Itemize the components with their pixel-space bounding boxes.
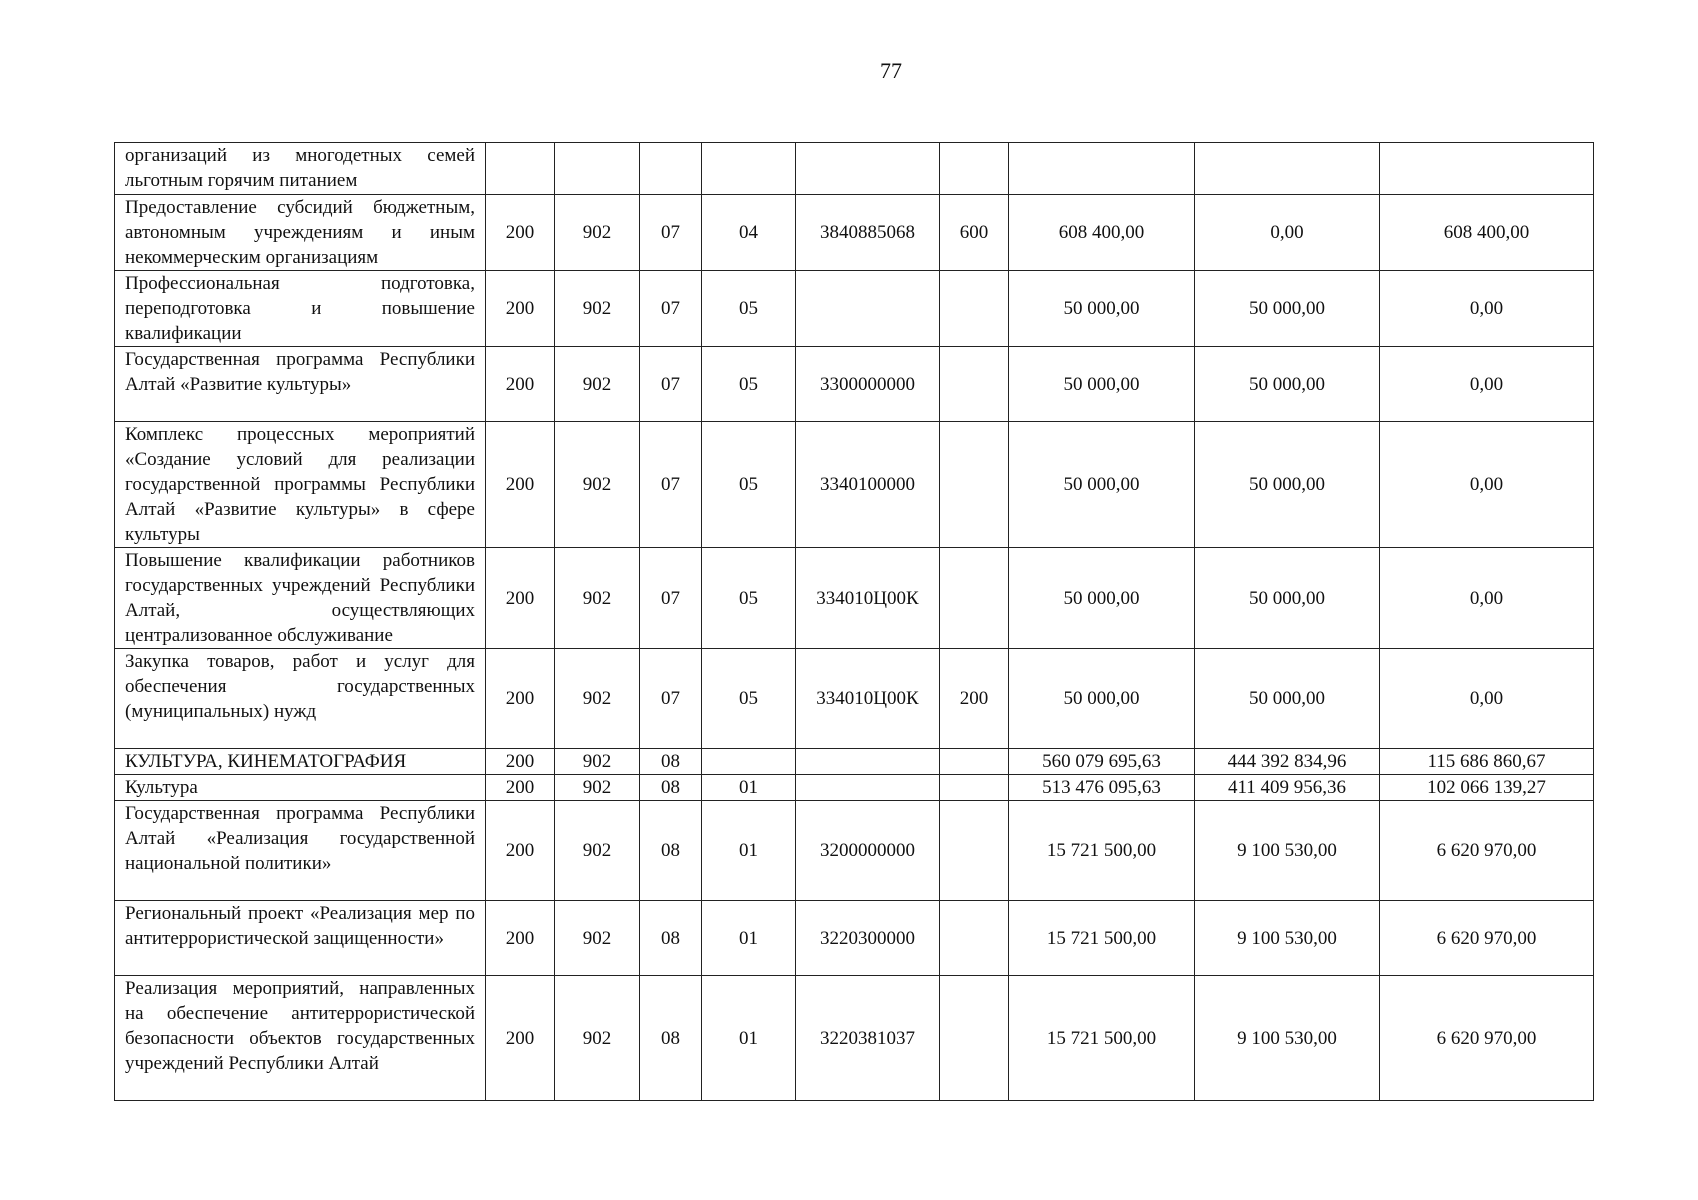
section-cell: 07 <box>640 422 702 548</box>
section-cell: 07 <box>640 195 702 271</box>
regional-amount-cell <box>1380 143 1594 195</box>
regional-amount-cell: 102 066 139,27 <box>1380 775 1594 801</box>
target-article-cell: 3840885068 <box>796 195 940 271</box>
target-article-cell <box>796 271 940 347</box>
subsection-cell: 05 <box>702 548 796 649</box>
subsection-cell: 05 <box>702 271 796 347</box>
regional-amount-cell: 0,00 <box>1380 649 1594 749</box>
expense-type-cell: 200 <box>940 649 1009 749</box>
admin-code-cell: 200 <box>486 801 555 901</box>
subsection-cell <box>702 749 796 775</box>
ministry-code-cell: 902 <box>555 801 640 901</box>
admin-code-cell: 200 <box>486 901 555 976</box>
table-row <box>115 801 1594 901</box>
expense-type-cell <box>940 901 1009 976</box>
table-row <box>115 649 1594 749</box>
total-amount-cell: 513 476 095,63 <box>1009 775 1195 801</box>
regional-amount-cell: 115 686 860,67 <box>1380 749 1594 775</box>
row-name-cell: Реализация мероприятий, направленных на обеспечение антитеррористической безопасности объектов государственных учреждений Республики Алтай <box>115 976 486 1101</box>
regional-amount-cell: 0,00 <box>1380 347 1594 422</box>
table-row <box>115 195 1594 271</box>
target-article-cell: 334010Ц00К <box>796 548 940 649</box>
expense-type-cell <box>940 801 1009 901</box>
federal-amount-cell: 50 000,00 <box>1195 548 1380 649</box>
target-article-cell: 3300000000 <box>796 347 940 422</box>
federal-amount-cell: 0,00 <box>1195 195 1380 271</box>
section-cell: 07 <box>640 271 702 347</box>
table-row <box>115 775 1594 801</box>
federal-amount-cell: 411 409 956,36 <box>1195 775 1380 801</box>
section-cell: 08 <box>640 775 702 801</box>
page-number: 77 <box>880 58 902 83</box>
regional-amount-cell: 6 620 970,00 <box>1380 801 1594 901</box>
regional-amount-cell: 0,00 <box>1380 422 1594 548</box>
federal-amount-cell: 50 000,00 <box>1195 422 1380 548</box>
row-name-cell: КУЛЬТУРА, КИНЕМАТОГРАФИЯ <box>115 749 486 775</box>
subsection-cell: 04 <box>702 195 796 271</box>
regional-amount-cell: 0,00 <box>1380 548 1594 649</box>
ministry-code-cell: 902 <box>555 271 640 347</box>
row-name-cell: организаций из многодетных семей льготным горячим питанием <box>115 143 486 195</box>
ministry-code-cell: 902 <box>555 976 640 1101</box>
admin-code-cell: 200 <box>486 548 555 649</box>
admin-code-cell: 200 <box>486 271 555 347</box>
subsection-cell: 05 <box>702 347 796 422</box>
row-name-cell: Государственная программа Республики Алтай «Реализация государственной национальной политики» <box>115 801 486 901</box>
total-amount-cell: 608 400,00 <box>1009 195 1195 271</box>
total-amount-cell: 50 000,00 <box>1009 271 1195 347</box>
section-cell: 08 <box>640 976 702 1101</box>
federal-amount-cell: 50 000,00 <box>1195 271 1380 347</box>
total-amount-cell: 50 000,00 <box>1009 548 1195 649</box>
budget-table <box>114 142 1594 1101</box>
total-amount-cell: 15 721 500,00 <box>1009 801 1195 901</box>
section-cell: 07 <box>640 548 702 649</box>
admin-code-cell: 200 <box>486 649 555 749</box>
table-row <box>115 271 1594 347</box>
expense-type-cell <box>940 422 1009 548</box>
row-name-cell: Культура <box>115 775 486 801</box>
ministry-code-cell: 902 <box>555 775 640 801</box>
regional-amount-cell: 0,00 <box>1380 271 1594 347</box>
subsection-cell: 01 <box>702 901 796 976</box>
total-amount-cell: 15 721 500,00 <box>1009 901 1195 976</box>
admin-code-cell: 200 <box>486 195 555 271</box>
section-cell: 07 <box>640 649 702 749</box>
admin-code-cell <box>486 143 555 195</box>
total-amount-cell: 50 000,00 <box>1009 649 1195 749</box>
row-name-cell: Профессиональная подготовка, переподготовка и повышение квалификации <box>115 271 486 347</box>
table-row <box>115 143 1594 195</box>
federal-amount-cell: 50 000,00 <box>1195 347 1380 422</box>
ministry-code-cell: 902 <box>555 548 640 649</box>
ministry-code-cell: 902 <box>555 422 640 548</box>
target-article-cell <box>796 749 940 775</box>
target-article-cell: 3200000000 <box>796 801 940 901</box>
expense-type-cell <box>940 976 1009 1101</box>
subsection-cell: 05 <box>702 649 796 749</box>
row-name-cell: Повышение квалификации работников государственных учреждений Республики Алтай, осуществляющих централизованное обслуживание <box>115 548 486 649</box>
expense-type-cell <box>940 548 1009 649</box>
subsection-cell: 01 <box>702 801 796 901</box>
table-row <box>115 422 1594 548</box>
section-cell: 08 <box>640 901 702 976</box>
target-article-cell <box>796 143 940 195</box>
admin-code-cell: 200 <box>486 775 555 801</box>
total-amount-cell <box>1009 143 1195 195</box>
total-amount-cell: 50 000,00 <box>1009 422 1195 548</box>
budget-table-body <box>115 143 1594 1101</box>
section-cell: 08 <box>640 801 702 901</box>
table-row <box>115 548 1594 649</box>
ministry-code-cell <box>555 143 640 195</box>
ministry-code-cell: 902 <box>555 901 640 976</box>
subsection-cell <box>702 143 796 195</box>
expense-type-cell <box>940 775 1009 801</box>
target-article-cell <box>796 775 940 801</box>
table-row <box>115 749 1594 775</box>
federal-amount-cell: 444 392 834,96 <box>1195 749 1380 775</box>
table-row <box>115 347 1594 422</box>
section-cell: 07 <box>640 347 702 422</box>
ministry-code-cell: 902 <box>555 649 640 749</box>
federal-amount-cell: 9 100 530,00 <box>1195 801 1380 901</box>
expense-type-cell: 600 <box>940 195 1009 271</box>
admin-code-cell: 200 <box>486 422 555 548</box>
regional-amount-cell: 6 620 970,00 <box>1380 976 1594 1101</box>
total-amount-cell: 15 721 500,00 <box>1009 976 1195 1101</box>
expense-type-cell <box>940 271 1009 347</box>
section-cell: 08 <box>640 749 702 775</box>
admin-code-cell: 200 <box>486 749 555 775</box>
admin-code-cell: 200 <box>486 976 555 1101</box>
regional-amount-cell: 6 620 970,00 <box>1380 901 1594 976</box>
federal-amount-cell: 9 100 530,00 <box>1195 976 1380 1101</box>
total-amount-cell: 560 079 695,63 <box>1009 749 1195 775</box>
table-row <box>115 976 1594 1101</box>
subsection-cell: 01 <box>702 775 796 801</box>
target-article-cell: 334010Ц00К <box>796 649 940 749</box>
row-name-cell: Государственная программа Республики Алтай «Развитие культуры» <box>115 347 486 422</box>
expense-type-cell <box>940 347 1009 422</box>
subsection-cell: 05 <box>702 422 796 548</box>
subsection-cell: 01 <box>702 976 796 1101</box>
section-cell <box>640 143 702 195</box>
regional-amount-cell: 608 400,00 <box>1380 195 1594 271</box>
federal-amount-cell: 50 000,00 <box>1195 649 1380 749</box>
total-amount-cell: 50 000,00 <box>1009 347 1195 422</box>
table-row <box>115 901 1594 976</box>
expense-type-cell <box>940 143 1009 195</box>
row-name-cell: Закупка товаров, работ и услуг для обеспечения государственных (муниципальных) нужд <box>115 649 486 749</box>
ministry-code-cell: 902 <box>555 347 640 422</box>
row-name-cell: Предоставление субсидий бюджетным, автономным учреждениям и иным некоммерческим организациям <box>115 195 486 271</box>
row-name-cell: Комплекс процессных мероприятий «Создание условий для реализации государственной программы Республики Алтай «Развитие культуры» в сфере культуры <box>115 422 486 548</box>
federal-amount-cell: 9 100 530,00 <box>1195 901 1380 976</box>
expense-type-cell <box>940 749 1009 775</box>
ministry-code-cell: 902 <box>555 749 640 775</box>
ministry-code-cell: 902 <box>555 195 640 271</box>
target-article-cell: 3340100000 <box>796 422 940 548</box>
target-article-cell: 3220300000 <box>796 901 940 976</box>
federal-amount-cell <box>1195 143 1380 195</box>
admin-code-cell: 200 <box>486 347 555 422</box>
target-article-cell: 3220381037 <box>796 976 940 1101</box>
row-name-cell: Региональный проект «Реализация мер по антитеррористической защищенности» <box>115 901 486 976</box>
